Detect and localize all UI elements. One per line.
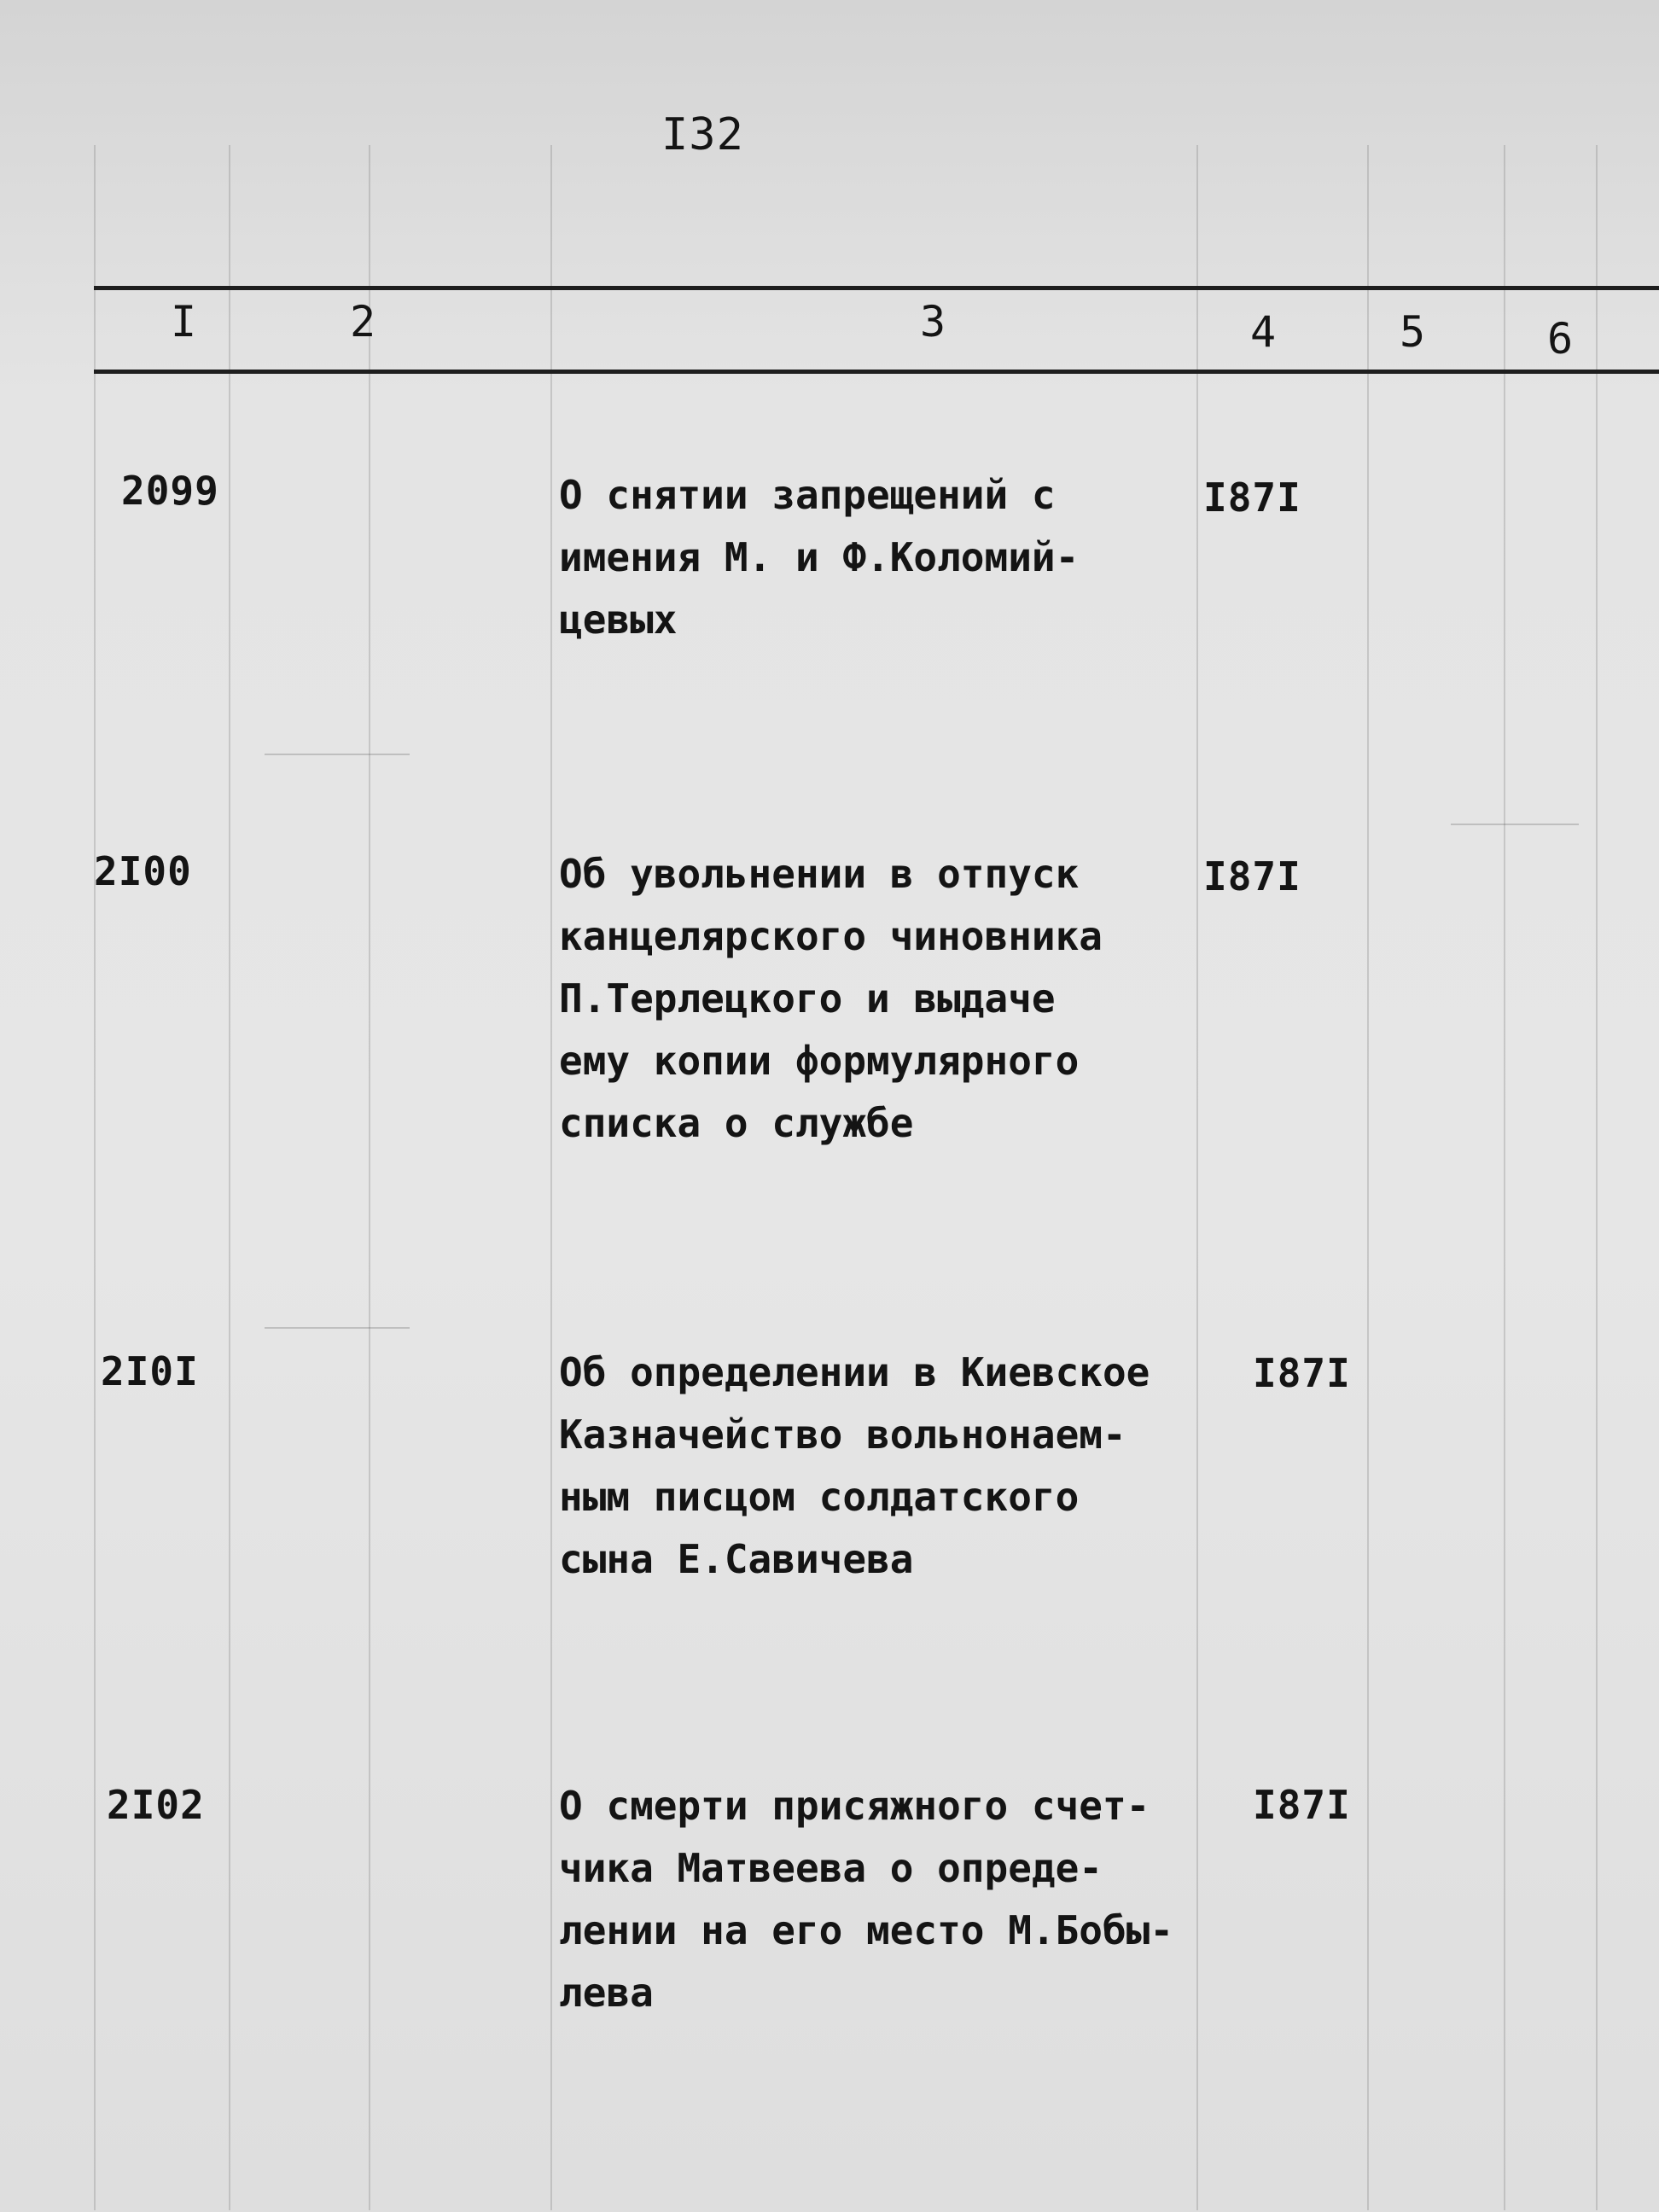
column-number-2: 2: [350, 297, 376, 346]
entry-year: I87I: [1253, 1350, 1351, 1396]
column-rule: [229, 145, 230, 2210]
column-rule: [1504, 145, 1505, 2210]
entry-title: Об увольнении в отпуск канцелярского чиновника П.Терлецкого и выдаче ему копии формулярного списка о службе: [559, 851, 1103, 1146]
entry-number: 2099: [121, 468, 219, 514]
bleed-mark: [265, 754, 410, 755]
bleed-mark: [265, 1327, 410, 1329]
column-number-6: 6: [1547, 314, 1574, 364]
entry-year: I87I: [1203, 853, 1301, 899]
column-number-1: I: [171, 297, 197, 346]
entry-title: Об определении в Киевское Казначейство вольнонаем- ным писцом солдатского сына Е.Савичева: [559, 1349, 1150, 1582]
column-rule: [1367, 145, 1369, 2210]
entry-number: 2I02: [107, 1782, 205, 1828]
entry-year: I87I: [1203, 474, 1301, 521]
bleed-mark: [1451, 824, 1579, 825]
column-rule: [369, 145, 370, 2210]
header-rule-top: [94, 286, 1659, 290]
column-number-5: 5: [1400, 307, 1426, 357]
page-number: I32: [661, 109, 744, 160]
column-rule: [1596, 145, 1598, 2210]
column-number-3: 3: [920, 297, 946, 346]
entry-year: I87I: [1253, 1782, 1351, 1828]
column-rule: [550, 145, 552, 2210]
column-number-4: 4: [1250, 307, 1277, 357]
entry-number: 2I00: [94, 848, 192, 894]
header-rule-bottom: [94, 370, 1659, 374]
entry-title: О смерти присяжного счет- чика Матвеева о опреде- лении на его место М.Бобы- лева: [559, 1783, 1174, 2016]
column-rule: [94, 145, 96, 2210]
entry-title: О снятии запрещений с имения М. и Ф.Коломий- цевых: [559, 472, 1080, 643]
entry-number: 2I0I: [101, 1348, 199, 1394]
